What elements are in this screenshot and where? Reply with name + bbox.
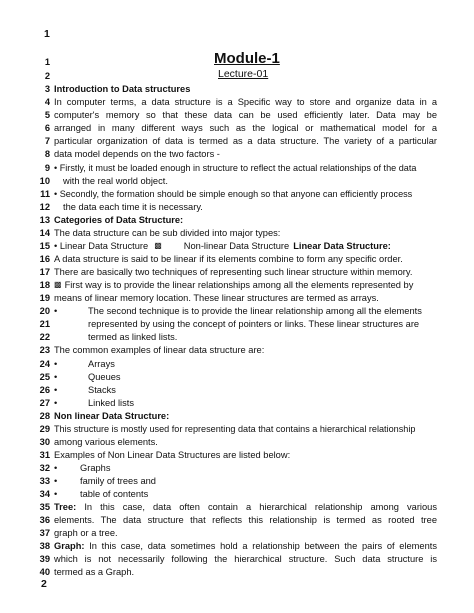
doc-line bbox=[27, 540, 437, 552]
line-number: 31 bbox=[39, 450, 50, 460]
doc-line bbox=[27, 266, 437, 278]
linear-ds-item: • Linear Data Structure bbox=[54, 241, 149, 251]
line-text: • Secondly, the formation should be simple enough so that anyone can efficiently process bbox=[54, 189, 413, 199]
line-text: with the real world object. bbox=[63, 176, 168, 186]
line-number: 4 bbox=[44, 97, 50, 107]
line-text: the data each time it is necessary. bbox=[63, 202, 203, 212]
line-number: 9 bbox=[44, 163, 50, 173]
line-number: 33 bbox=[39, 476, 50, 486]
bullet-icon: • bbox=[54, 398, 58, 408]
doc-line bbox=[27, 397, 437, 409]
list-item-label: Stacks bbox=[88, 385, 116, 395]
line-text: First way is to provide the linear relationships among all the elements represented by bbox=[64, 280, 414, 290]
list-item-label: Graphs bbox=[80, 463, 111, 473]
doc-line bbox=[27, 214, 437, 226]
doc-line bbox=[27, 384, 437, 396]
line-number: 13 bbox=[39, 215, 50, 225]
lecture-title: Lecture-01 bbox=[218, 68, 269, 80]
line-text: graph or a tree. bbox=[54, 528, 118, 538]
doc-line bbox=[27, 475, 437, 487]
doc-line bbox=[27, 331, 437, 343]
line-text: among various elements. bbox=[54, 437, 158, 447]
list-item bbox=[54, 397, 437, 409]
line-number: 14 bbox=[39, 228, 50, 238]
doc-line bbox=[27, 371, 437, 383]
line-number: 37 bbox=[39, 528, 50, 538]
line-text: Examples of Non Linear Data Structures are listed below: bbox=[54, 450, 291, 460]
nonlinear-ds-item: Non-linear Data Structure bbox=[183, 241, 290, 251]
doc-line bbox=[27, 305, 437, 317]
line-number: 11 bbox=[40, 189, 50, 199]
doc-line bbox=[27, 201, 437, 213]
doc-line bbox=[27, 162, 437, 174]
line-number: 7 bbox=[44, 136, 50, 146]
doc-line bbox=[27, 83, 437, 95]
bullet-icon: • bbox=[54, 476, 58, 486]
bullet-icon: • bbox=[54, 489, 58, 499]
line-number: 24 bbox=[39, 359, 50, 369]
line-text: The data structure can be sub divided into major types: bbox=[54, 228, 281, 238]
list-item-label: Queues bbox=[88, 372, 121, 382]
line-text bbox=[54, 305, 437, 317]
list-item bbox=[54, 384, 437, 396]
list-item-label: Linked lists bbox=[88, 398, 134, 408]
line-text bbox=[54, 279, 437, 291]
bullet-icon: • bbox=[54, 372, 58, 382]
doc-line bbox=[27, 135, 437, 147]
line-text bbox=[54, 501, 437, 513]
bullet-icon: • bbox=[54, 306, 58, 316]
line-number: 8 bbox=[44, 149, 50, 159]
list-item-label: table of contents bbox=[80, 489, 149, 499]
line-number: 38 bbox=[39, 541, 50, 551]
line-text: which is not necessarily following the hierarchical structure. Such data structure is bbox=[54, 554, 437, 564]
line-number: 20 bbox=[39, 306, 50, 316]
doc-line bbox=[27, 253, 437, 265]
line-text: A data structure is said to be linear if its elements combine to form any specific order. bbox=[54, 254, 403, 264]
line-text: data model depends on the two factors - bbox=[54, 149, 220, 159]
term-label: Tree: bbox=[54, 502, 77, 512]
line-number: 36 bbox=[39, 515, 50, 525]
bullet-icon: • bbox=[54, 385, 58, 395]
list-item bbox=[54, 488, 437, 500]
line-number: 30 bbox=[39, 437, 50, 447]
line-text: arranged in many different ways such as the logical or mathematical model for a bbox=[54, 123, 437, 133]
list-item bbox=[54, 462, 437, 474]
doc-line bbox=[27, 358, 437, 370]
line-text bbox=[54, 240, 437, 252]
line-text: In this case, data sometimes hold a relationship between the pairs of elements bbox=[89, 541, 437, 551]
doc-line bbox=[27, 56, 437, 68]
doc-line bbox=[27, 292, 437, 304]
line-text: termed as a Graph. bbox=[54, 567, 135, 577]
doc-line bbox=[27, 501, 437, 513]
doc-line bbox=[27, 344, 437, 356]
line-text bbox=[54, 540, 437, 552]
doc-line bbox=[27, 423, 437, 435]
line-number: 21 bbox=[39, 319, 50, 329]
line-number: 23 bbox=[39, 345, 50, 355]
line-text: particular organization of data is termed as a data structure. The variety of a particular bbox=[54, 136, 437, 146]
module-title: Module-1 bbox=[214, 50, 280, 67]
line-text: In this case, data often contain a hierarchical relationship among various bbox=[84, 502, 437, 512]
doc-line bbox=[27, 488, 437, 500]
line-number: 40 bbox=[39, 567, 50, 577]
line-number: 28 bbox=[39, 411, 50, 421]
doc-line bbox=[27, 227, 437, 239]
line-number: 10 bbox=[39, 176, 50, 186]
line-number: 17 bbox=[39, 267, 50, 277]
line-number: 25 bbox=[39, 372, 50, 382]
section-heading: Non linear Data Structure: bbox=[54, 411, 170, 421]
line-number: 22 bbox=[39, 332, 50, 342]
list-item bbox=[54, 371, 437, 383]
list-item bbox=[54, 358, 437, 370]
line-number: 3 bbox=[44, 84, 50, 94]
doc-line bbox=[27, 96, 437, 108]
doc-line bbox=[27, 553, 437, 565]
doc-line bbox=[27, 175, 437, 187]
line-text: • Firstly, it must be loaded enough in structure to reflect the actual relationships of the data bbox=[54, 163, 417, 173]
line-number: 18 bbox=[39, 280, 50, 290]
doc-line bbox=[27, 436, 437, 448]
line-text: In computer terms, a data structure is a Specific way to store and organize data in a bbox=[54, 97, 437, 107]
list-item-label: Arrays bbox=[88, 359, 115, 369]
bullet-icon: • bbox=[54, 463, 58, 473]
line-number: 26 bbox=[39, 385, 50, 395]
line-text: termed as linked lists. bbox=[88, 332, 178, 342]
line-number: 5 bbox=[44, 110, 50, 120]
page-number-bottom: 2 bbox=[41, 578, 47, 590]
doc-line bbox=[27, 514, 437, 526]
doc-line bbox=[27, 566, 437, 578]
line-number: 1 bbox=[44, 57, 50, 67]
doc-line bbox=[27, 527, 437, 539]
line-number: 34 bbox=[39, 489, 50, 499]
box-glyph-icon: ▩ bbox=[154, 241, 162, 250]
list-item bbox=[54, 475, 437, 487]
doc-line bbox=[27, 410, 437, 422]
doc-line bbox=[27, 279, 437, 291]
line-number: 35 bbox=[39, 502, 50, 512]
line-number: 19 bbox=[39, 293, 50, 303]
line-number: 32 bbox=[39, 463, 50, 473]
line-number: 29 bbox=[39, 424, 50, 434]
line-number: 27 bbox=[39, 398, 50, 408]
line-text: means of linear memory location. These linear structures are termed as arrays. bbox=[54, 293, 379, 303]
line-text: There are basically two techniques of representing such linear structure within memory. bbox=[54, 267, 413, 277]
section-heading: Introduction to Data structures bbox=[54, 84, 191, 94]
bullet-icon: • bbox=[54, 359, 58, 369]
line-text: The second technique is to provide the linear relationship among all the elements bbox=[88, 306, 422, 316]
line-number: 15 bbox=[39, 241, 50, 251]
page-number-top: 1 bbox=[44, 28, 50, 40]
section-heading: Categories of Data Structure: bbox=[54, 215, 184, 225]
box-glyph-icon: ▩ bbox=[54, 280, 62, 289]
line-number: 16 bbox=[39, 254, 50, 264]
term-label: Graph: bbox=[54, 541, 85, 551]
line-number: 12 bbox=[39, 202, 50, 212]
doc-line bbox=[27, 122, 437, 134]
doc-line bbox=[27, 70, 437, 82]
line-text: elements. The data structure that reflects this relationship is termed as rooted tree bbox=[54, 515, 437, 525]
list-item-label: family of trees and bbox=[80, 476, 156, 486]
section-heading: Linear Data Structure: bbox=[293, 241, 391, 251]
doc-line bbox=[27, 462, 437, 474]
line-text: represented by using the concept of pointers or links. These linear structures are bbox=[88, 319, 420, 329]
doc-line bbox=[27, 449, 437, 461]
line-number: 6 bbox=[44, 123, 50, 133]
doc-line bbox=[27, 188, 437, 200]
line-text: This structure is mostly used for representing data that contains a hierarchical relationship bbox=[54, 424, 416, 434]
doc-line bbox=[27, 240, 437, 252]
doc-line bbox=[27, 148, 437, 160]
line-text: computer's memory so that these data can be used efficiently later. Data may be bbox=[54, 110, 437, 120]
line-text: The common examples of linear data structure are: bbox=[54, 345, 265, 355]
line-number: 2 bbox=[44, 71, 50, 81]
doc-line bbox=[27, 318, 437, 330]
line-number: 39 bbox=[39, 554, 50, 564]
doc-line bbox=[27, 109, 437, 121]
